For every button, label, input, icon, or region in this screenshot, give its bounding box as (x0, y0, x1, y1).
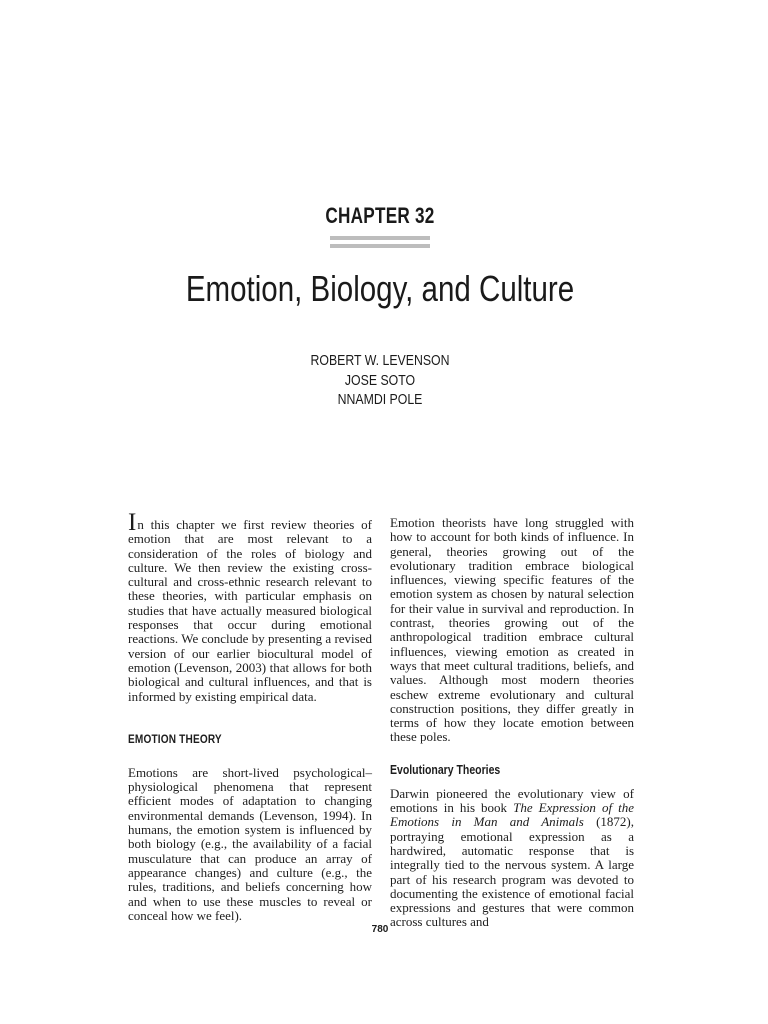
chapter-rule-top (330, 236, 430, 240)
body-paragraph (390, 787, 634, 930)
page-number: 780 (371, 924, 389, 935)
chapter-label: CHAPTER 32 (325, 203, 435, 228)
author-name: JOSE SOTO (344, 371, 416, 389)
book-title: The Expression of the Emotions in Man and Animals (390, 800, 635, 830)
paragraph-text: Darwin pioneered the evolutionary view of emotions in his book (390, 785, 634, 816)
paragraph-text: (1872), portraying emotional expression as a hardwired, automatic response that is integrally tied to the nervous system. A large part of his research program was devoted to documenting the existence of emotional facial expressions and gestures that were common across cultures and (390, 814, 634, 930)
author-name: ROBERT W. LEVENSON (310, 352, 450, 369)
intro-text: n this chapter we first review theories of emotion that are most relevant to a consideration of the roles of biology and culture. We then review the existing cross-cultural and cross-ethnic research relevant to these theories, with particular emphasis on studies that have actually measured biological responses that occur during emotional reactions. We conclude by presenting a revised version of our earlier biocultural model of emotion (Levenson, 2003) that allows for both biological and cultural influences, and that is informed by existing empirical data. (128, 517, 372, 704)
section-paragraph: Emotions are short-lived psychological–physiological phenomena that represent efficient modes of adaptation to changing environmental demands (Levenson, 1994). In humans, the emotion system is influenced by both biology (e.g., the availability of a facial musculature that can produce an array of appearance changes) and culture (e.g., the rules, traditions, and beliefs concerning how and when to use these muscles to reveal or conceal how we feel). (128, 764, 372, 923)
author-name: NNAMDI POLE (337, 391, 423, 408)
chapter-title: Emotion, Biology, and Culture (185, 268, 575, 309)
drop-cap: I (128, 509, 137, 536)
author-list (68, 351, 691, 410)
subsection-heading: Evolutionary Theories (390, 762, 501, 777)
section-heading: EMOTION THEORY (128, 731, 222, 746)
left-column (128, 509, 372, 923)
chapter-rule-bottom (330, 244, 430, 248)
right-column (390, 516, 634, 930)
body-paragraph: Emotion theorists have long struggled with how to account for both kinds of influence. In general, theories growing out of the evolutionary tradition embrace biological influences, viewing specific features of the emotion system as chosen by natural selection for their value in survival and reproduction. In contrast, theories growing out of the anthropological tradition embrace cultural influences, viewing emotion as created in ways that meet cultural traditions, beliefs, and values. Although most modern theories eschew extreme evolutionary and cultural construction positions, they differ greatly in terms of how they locate emotion between these poles. (390, 515, 634, 745)
intro-paragraph (128, 509, 372, 704)
